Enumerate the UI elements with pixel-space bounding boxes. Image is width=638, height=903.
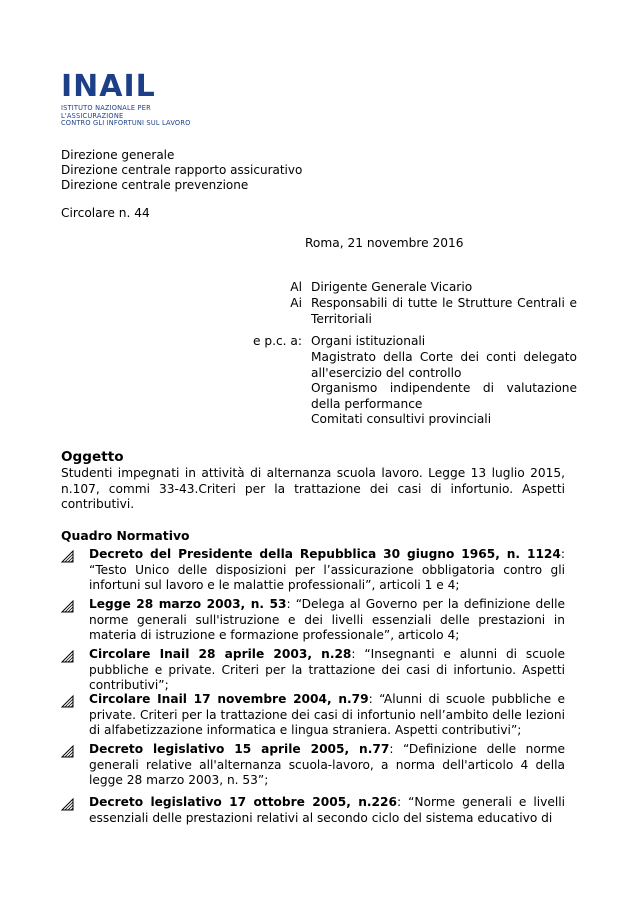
framework-item-title: Circolare Inail 17 novembre 2004, n.79 — [89, 692, 369, 706]
arrow-bullet-icon — [61, 650, 74, 663]
arrow-bullet-icon — [61, 798, 74, 811]
arrow-bullet-icon — [61, 745, 74, 758]
cc-label: e p.c. a: — [252, 334, 302, 348]
cc-recipient: Comitati consultivi provinciali — [311, 412, 492, 426]
place-date: Roma, 21 novembre 2016 — [305, 236, 464, 250]
recipient-label: Ai — [290, 296, 302, 310]
framework-item — [89, 647, 565, 694]
cc-recipient: Organismo indipendente di valutazione della performance — [311, 381, 577, 411]
circular-number: Circolare n. 44 — [61, 206, 150, 220]
framework-item — [89, 795, 565, 826]
cc-recipient: Magistrato della Corte dei conti delegato all'esercizio del controllo — [311, 350, 577, 380]
arrow-bullet-icon — [61, 600, 74, 613]
framework-item — [89, 547, 565, 594]
recipient-text: Responsabili di tutte le Strutture Centrali e Territoriali — [311, 296, 577, 326]
framework-item-text: : “Alunni di scuole pubbliche e private. Criteri per la trattazione dei casi di infortunio nell’ambito delle lezioni di alfabetizzazione informatica e lingua straniera. Aspetti contributivi”; — [89, 692, 565, 737]
subject-heading: Oggetto — [61, 449, 124, 465]
logo-subtitle — [61, 105, 201, 128]
framework-item-title: Decreto legislativo 17 ottobre 2005, n.226 — [89, 795, 397, 809]
directorate-line: Direzione centrale rapporto assicurativo — [61, 163, 303, 177]
framework-heading: Quadro Normativo — [61, 528, 190, 543]
logo-wordmark: INAIL — [61, 69, 156, 104]
framework-item-title: Decreto del Presidente della Repubblica 30 giugno 1965, n. 1124 — [89, 547, 561, 561]
framework-item-title: Legge 28 marzo 2003, n. 53 — [89, 597, 287, 611]
subject-text: Studenti impegnati in attività di alternanza scuola lavoro. Legge 13 luglio 2015, n.107, commi 33-43.Criteri per la trattazione dei casi di infortunio. Aspetti contributivi. — [61, 466, 565, 511]
cc-recipient: Organi istituzionali — [311, 334, 426, 348]
framework-item-text: : “Insegnanti e alunni di scuole pubbliche e private. Criteri per la trattazione dei casi di infortunio. Aspetti contributivi”; — [89, 647, 565, 692]
directorate-line: Direzione centrale prevenzione — [61, 178, 249, 192]
logo-subtitle-line1: ISTITUTO NAZIONALE PER L'ASSICURAZIONE — [61, 104, 151, 120]
framework-item-text: : “Norme generali e livelli essenziali delle prestazioni relativi al secondo ciclo del sistema educativo di — [89, 795, 565, 825]
inail-logo — [61, 69, 201, 132]
framework-item — [89, 742, 565, 789]
framework-item-title: Circolare Inail 28 aprile 2003, n.28 — [89, 647, 352, 661]
recipient-text: Dirigente Generale Vicario — [311, 280, 473, 294]
framework-item-title: Decreto legislativo 15 aprile 2005, n.77 — [89, 742, 390, 756]
recipient-label: Al — [290, 280, 302, 294]
arrow-bullet-icon — [61, 550, 74, 563]
framework-item — [89, 692, 565, 739]
framework-item — [89, 597, 565, 644]
logo-subtitle-line2: CONTRO GLI INFORTUNI SUL LAVORO — [61, 119, 191, 127]
framework-item-text: : “Testo Unico delle disposizioni per l’assicurazione obbligatoria contro gli infortuni sul lavoro e le malattie professionali”, articoli 1 e 4; — [89, 547, 565, 592]
arrow-bullet-icon — [61, 695, 74, 708]
directorate-line: Direzione generale — [61, 148, 175, 162]
framework-item-text: : “Definizione delle norme generali relative all'alternanza scuola-lavoro, a norma dell'articolo 4 della legge 28 marzo 2003, n. 53”; — [89, 742, 565, 787]
framework-item-text: : “Delega al Governo per la definizione delle norme generali sull'istruzione e dei livelli essenziali delle prestazioni in materia di istruzione e formazione professionale”, articolo 4; — [89, 597, 565, 642]
